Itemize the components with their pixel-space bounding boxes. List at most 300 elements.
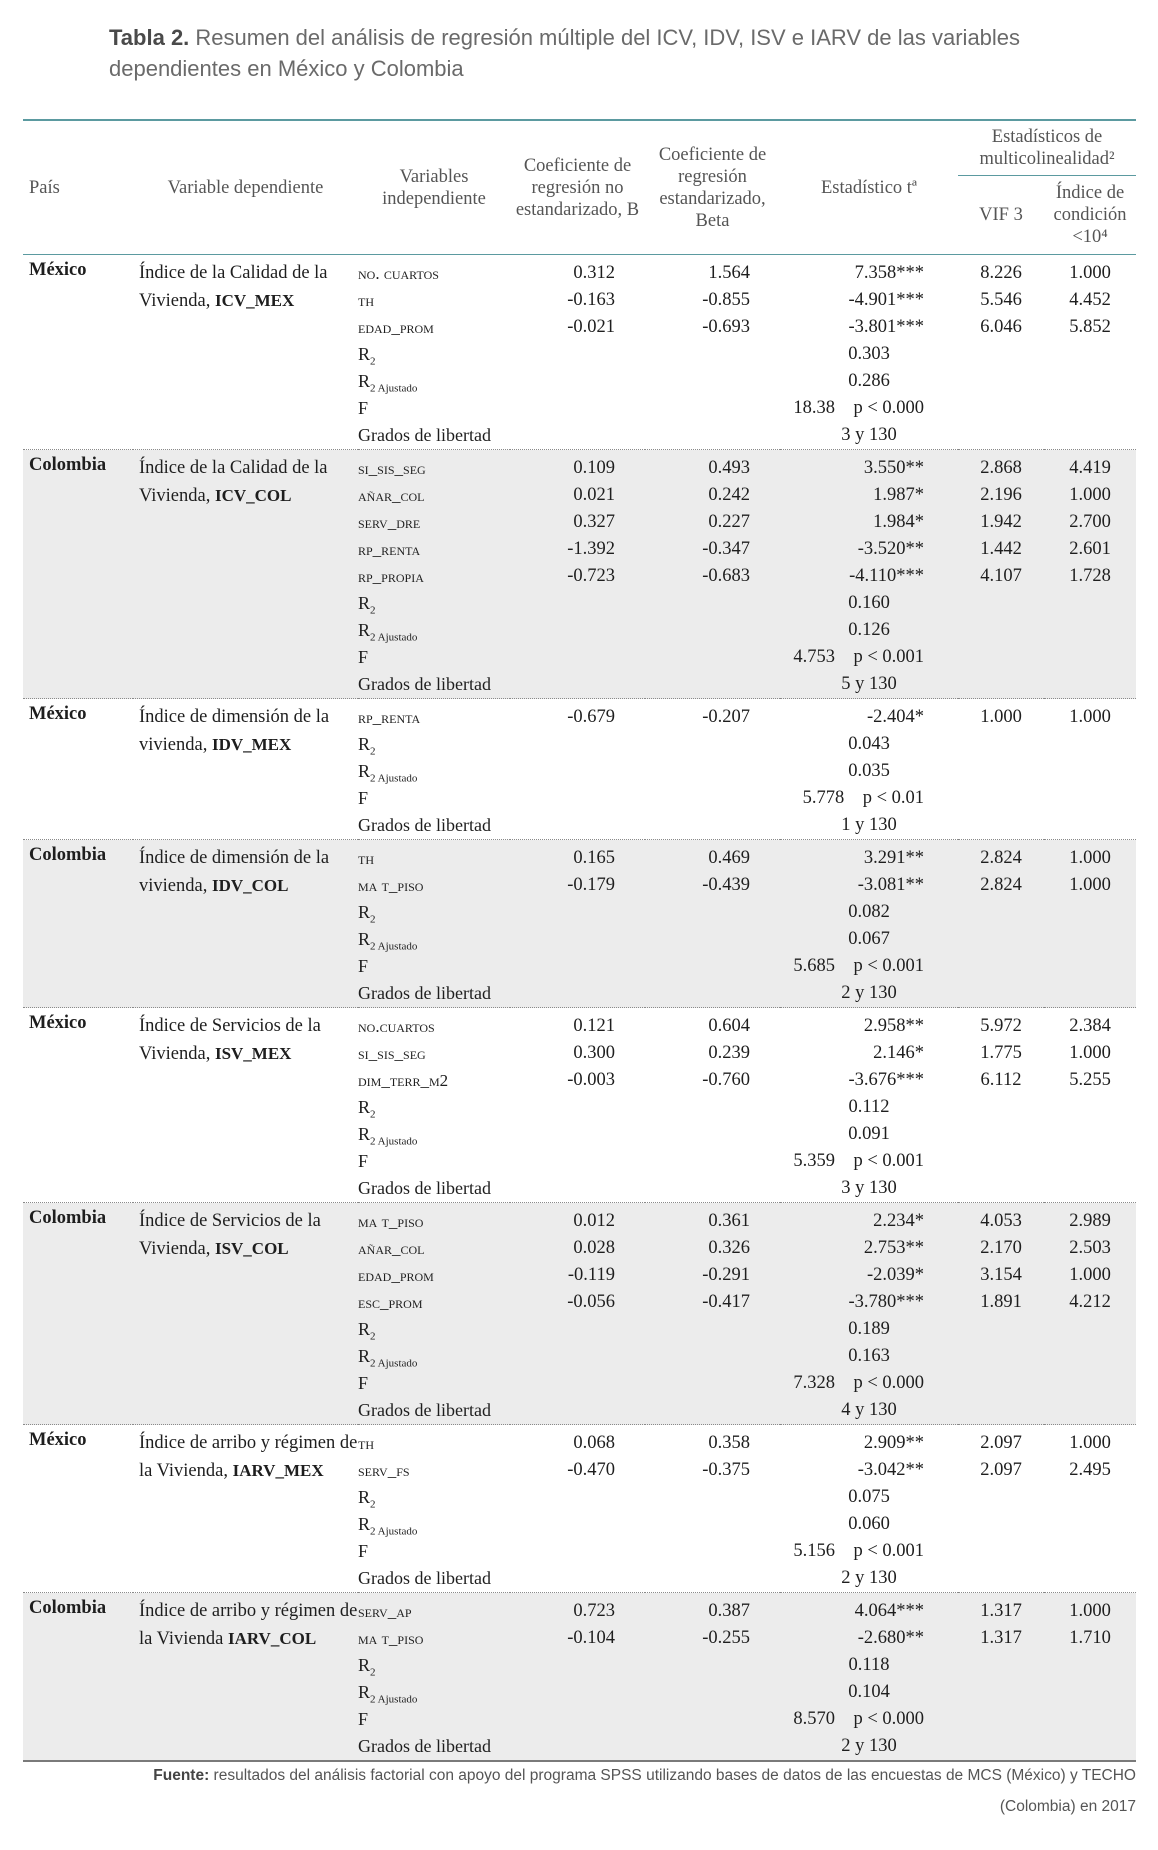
coef-beta-cell	[645, 255, 780, 450]
coef-beta-value: -0.347	[702, 539, 750, 559]
f-label: F	[358, 956, 369, 976]
r2-adjusted-subscript: 2 Ajustado	[370, 1357, 418, 1370]
independent-variable-code: si_sis_seg	[358, 459, 426, 478]
coef-b-value: 0.723	[573, 1601, 615, 1621]
coef-b-value: 0.327	[573, 512, 615, 532]
r2-adjusted-subscript: 2 Ajustado	[370, 382, 418, 395]
statistic-cell	[780, 1425, 958, 1593]
vif-value: 5.546	[980, 290, 1022, 310]
dependent-variable-cell	[133, 1008, 358, 1203]
coef-beta-value: 0.493	[708, 458, 750, 478]
coef-b-value: 0.028	[573, 1238, 615, 1258]
independent-variable	[358, 1457, 510, 1484]
r2-adjusted-label	[358, 1343, 510, 1370]
r2-adjusted-symbol: R	[358, 620, 371, 640]
statistic-value: -3.780***	[848, 1292, 924, 1312]
coef-beta-value: -0.291	[702, 1265, 750, 1285]
condition-index-cell	[1044, 1593, 1136, 1762]
r2-subscript: 2	[370, 745, 376, 758]
table-row	[23, 699, 1136, 840]
table-header	[23, 120, 1136, 255]
condition-index-value: 4.419	[1069, 458, 1111, 478]
vif-value: 6.046	[980, 317, 1022, 337]
f-value: 5.359 p < 0.001	[793, 1151, 924, 1171]
vif-value: 2.097	[980, 1433, 1022, 1453]
f-label: F	[358, 1709, 369, 1729]
coef-beta-value: -0.439	[702, 875, 750, 895]
statistic-value: -2.039*	[866, 1265, 924, 1285]
dependent-variable-code: ISV_COL	[214, 1239, 289, 1258]
condition-index-value: 2.384	[1069, 1016, 1111, 1036]
statistic-value: 2.909**	[863, 1433, 924, 1453]
r2-label	[358, 1316, 510, 1343]
dependent-variable-code: ICV_MEX	[214, 291, 295, 310]
dependent-variable-name: Índice de arribo y régimen de la Vivienda	[139, 1601, 358, 1649]
r2-label	[358, 1652, 510, 1679]
r2-adjusted-value: 0.067	[848, 929, 890, 949]
independent-variable-code: th	[358, 1434, 374, 1453]
condition-index-value: 2.601	[1069, 539, 1111, 559]
independent-variable-code: no.cuartos	[358, 1017, 435, 1036]
independent-variable-code: ma t_piso	[358, 1629, 424, 1648]
dependent-variable-name: Índice de Servicios de la Vivienda,	[139, 1211, 321, 1259]
table-row	[23, 1593, 1136, 1762]
r2-value: 0.160	[848, 593, 890, 613]
r2-adjusted-label	[358, 1121, 510, 1148]
independent-variables-cell	[358, 1008, 510, 1203]
independent-variable	[358, 1067, 510, 1094]
condition-index-value: 2.495	[1069, 1460, 1111, 1480]
header-variable-dependiente: Variable dependiente	[133, 120, 358, 255]
independent-variable	[358, 536, 510, 563]
statistic-cell	[780, 1008, 958, 1203]
r2-adjusted-symbol: R	[358, 1346, 371, 1366]
independent-variable-code: añar_col	[358, 1239, 425, 1258]
independent-variable-code: rp_renta	[358, 708, 421, 727]
degrees-of-freedom-value: 4 y 130	[841, 1400, 897, 1420]
country-cell: Colombia	[23, 1593, 133, 1762]
statistic-value: -3.042**	[857, 1460, 924, 1480]
f-label: F	[358, 647, 369, 667]
table-row	[23, 255, 1136, 450]
coef-b-cell	[510, 1425, 645, 1593]
r2-adjusted-subscript: 2 Ajustado	[370, 1525, 418, 1538]
coef-b-cell	[510, 255, 645, 450]
dependent-variable-cell	[133, 699, 358, 840]
f-label: F	[358, 1373, 369, 1393]
independent-variable-code: rp_propia	[358, 567, 424, 586]
degrees-of-freedom-label: Grados de libertad	[358, 1178, 491, 1198]
coef-beta-value: 0.227	[708, 512, 750, 532]
table-row	[23, 1008, 1136, 1203]
condition-index-cell	[1044, 255, 1136, 450]
f-label: F	[358, 398, 369, 418]
coef-beta-value: 0.239	[708, 1043, 750, 1063]
coef-beta-value: 0.361	[708, 1211, 750, 1231]
statistic-cell	[780, 1593, 958, 1762]
coef-b-value: 0.109	[573, 458, 615, 478]
dependent-variable-name: Índice de la Calidad de la Vivienda,	[139, 263, 328, 311]
r2-label	[358, 1094, 510, 1121]
condition-index-value: 1.000	[1069, 875, 1111, 895]
vif-cell	[958, 699, 1044, 840]
statistic-value: 7.358***	[854, 263, 924, 283]
vif-value: 1.775	[980, 1043, 1022, 1063]
coef-beta-value: 0.469	[708, 848, 750, 868]
degrees-of-freedom-label: Grados de libertad	[358, 983, 491, 1003]
table-row	[23, 450, 1136, 699]
dependent-variable-cell	[133, 1203, 358, 1425]
degrees-of-freedom-label: Grados de libertad	[358, 425, 491, 445]
independent-variable-code: edad_prom	[358, 318, 434, 337]
regression-group	[23, 450, 1136, 699]
coef-b-cell	[510, 1593, 645, 1762]
dependent-variable-cell	[133, 840, 358, 1008]
table-row	[23, 1203, 1136, 1425]
r2-adjusted-value: 0.104	[848, 1682, 890, 1702]
dependent-variable-cell	[133, 1425, 358, 1593]
independent-variable	[358, 509, 510, 536]
r2-adjusted-label	[358, 368, 510, 395]
regression-group	[23, 255, 1136, 450]
condition-index-value: 1.000	[1069, 707, 1111, 727]
statistic-cell	[780, 1203, 958, 1425]
vif-value: 1.442	[980, 539, 1022, 559]
dependent-variable-name: Índice de la Calidad de la Vivienda,	[139, 458, 328, 506]
r2-subscript: 2	[370, 355, 376, 368]
vif-cell	[958, 840, 1044, 1008]
r2-label	[358, 341, 510, 368]
degrees-of-freedom-label: Grados de libertad	[358, 674, 491, 694]
vif-value: 1.000	[980, 707, 1022, 727]
f-value: 5.685 p < 0.001	[793, 956, 924, 976]
vif-value: 1.942	[980, 512, 1022, 532]
condition-index-value: 4.212	[1069, 1292, 1111, 1312]
r2-subscript: 2	[370, 1498, 376, 1511]
r2-adjusted-value: 0.091	[848, 1124, 890, 1144]
condition-index-value: 2.989	[1069, 1211, 1111, 1231]
vif-value: 1.891	[980, 1292, 1022, 1312]
r2-value: 0.303	[848, 344, 890, 364]
degrees-of-freedom-label: Grados de libertad	[358, 1568, 491, 1588]
degrees-of-freedom-value: 3 y 130	[841, 425, 897, 445]
regression-group	[23, 699, 1136, 840]
vif-cell	[958, 450, 1044, 699]
country-cell: México	[29, 704, 87, 724]
independent-variable	[358, 314, 510, 341]
r2-adjusted-value: 0.035	[848, 761, 890, 781]
r2-symbol: R	[358, 344, 371, 364]
r2-adjusted-value: 0.126	[848, 620, 890, 640]
dependent-variable-cell	[133, 450, 358, 699]
r2-value: 0.118	[848, 1655, 890, 1675]
independent-variables-cell	[358, 255, 510, 450]
statistic-value: -4.110***	[849, 566, 924, 586]
dependent-variable-code: IDV_MEX	[211, 735, 292, 754]
statistic-cell	[780, 699, 958, 840]
independent-variable	[358, 845, 510, 872]
coef-beta-cell	[645, 450, 780, 699]
statistic-value: 2.958**	[863, 1016, 924, 1036]
r2-adjusted-symbol: R	[358, 1682, 371, 1702]
header-variables-independiente: Variables independiente	[358, 120, 510, 255]
coef-beta-value: 0.358	[708, 1433, 750, 1453]
vif-value: 1.317	[980, 1628, 1022, 1648]
coef-beta-value: -0.760	[702, 1070, 750, 1090]
statistic-value: 1.987*	[873, 485, 924, 505]
statistic-cell	[780, 255, 958, 450]
independent-variables-cell	[358, 699, 510, 840]
coef-beta-value: -0.375	[702, 1460, 750, 1480]
r2-adjusted-subscript: 2 Ajustado	[370, 631, 418, 644]
r2-subscript: 2	[370, 1108, 376, 1121]
coef-beta-value: 0.326	[708, 1238, 750, 1258]
r2-adjusted-subscript: 2 Ajustado	[370, 772, 418, 785]
header-indice-condicion: Índice de condición <10⁴	[1053, 183, 1127, 247]
regression-group	[23, 1425, 1136, 1593]
r2-adjusted-value: 0.163	[848, 1346, 890, 1366]
vif-value: 4.053	[980, 1211, 1022, 1231]
country-cell: México	[29, 1430, 87, 1450]
r2-adjusted-symbol: R	[358, 371, 371, 391]
r2-value: 0.082	[848, 902, 890, 922]
dependent-variable-name: Índice de Servicios de la Vivienda,	[139, 1016, 321, 1064]
statistic-value: 1.984*	[873, 512, 924, 532]
regression-table	[23, 119, 1136, 1762]
independent-variable	[358, 260, 510, 287]
r2-symbol: R	[358, 1097, 371, 1117]
independent-variable	[358, 287, 510, 314]
country-cell: México	[29, 260, 87, 280]
vif-value: 2.196	[980, 485, 1022, 505]
statistic-value: 3.550**	[863, 458, 924, 478]
coef-beta-value: -0.683	[702, 566, 750, 586]
vif-value: 2.868	[980, 458, 1022, 478]
degrees-of-freedom-label: Grados de libertad	[358, 1736, 491, 1756]
r2-subscript: 2	[370, 913, 376, 926]
coef-b-value: 0.012	[573, 1211, 615, 1231]
independent-variable	[358, 482, 510, 509]
degrees-of-freedom-value: 2 y 130	[841, 1736, 897, 1756]
dependent-variable-code: IDV_COL	[211, 876, 289, 895]
independent-variable	[358, 1289, 510, 1316]
r2-subscript: 2	[370, 1330, 376, 1343]
header-coef-beta: Coeficiente de regresión estandarizado, Beta	[645, 120, 780, 255]
condition-index-value: 1.000	[1069, 1433, 1111, 1453]
regression-group	[23, 1203, 1136, 1425]
condition-index-cell	[1044, 1425, 1136, 1593]
dependent-variable-code: ISV_MEX	[214, 1044, 292, 1063]
header-estadistico-t: Estadístico tª	[780, 120, 958, 255]
condition-index-cell	[1044, 1203, 1136, 1425]
dependent-variable-cell	[133, 1593, 358, 1762]
statistic-value: -2.680**	[857, 1628, 924, 1648]
condition-index-cell	[1044, 1008, 1136, 1203]
condition-index-value: 2.503	[1069, 1238, 1111, 1258]
independent-variable	[358, 1013, 510, 1040]
independent-variable-code: ma t_piso	[358, 876, 424, 895]
statistic-value: -3.801***	[848, 317, 924, 337]
coef-b-value: -0.021	[567, 317, 615, 337]
coef-b-value: -0.119	[567, 1265, 615, 1285]
r2-adjusted-label	[358, 926, 510, 953]
r2-adjusted-symbol: R	[358, 1514, 371, 1534]
country-cell: Colombia	[23, 1203, 133, 1425]
condition-index-value: 1.000	[1069, 1601, 1111, 1621]
vif-value: 3.154	[980, 1265, 1022, 1285]
independent-variables-cell	[358, 1203, 510, 1425]
coef-b-value: 0.312	[573, 263, 615, 283]
regression-group	[23, 840, 1136, 1008]
coef-b-value: -0.470	[567, 1460, 615, 1480]
r2-value: 0.075	[848, 1487, 890, 1507]
degrees-of-freedom-value: 2 y 130	[841, 1568, 897, 1588]
coef-beta-value: 0.242	[708, 485, 750, 505]
independent-variable-code: th	[358, 291, 374, 310]
vif-cell	[958, 1593, 1044, 1762]
r2-adjusted-symbol: R	[358, 929, 371, 949]
coef-b-value: 0.121	[573, 1016, 615, 1036]
condition-index-value: 2.700	[1069, 512, 1111, 532]
vif-cell	[958, 1425, 1044, 1593]
r2-adjusted-label	[358, 617, 510, 644]
coef-beta-cell	[645, 1425, 780, 1593]
dependent-variable-code: IARV_MEX	[232, 1461, 324, 1480]
statistic-value: -2.404*	[866, 707, 924, 727]
condition-index-cell	[1044, 699, 1136, 840]
r2-symbol: R	[358, 593, 371, 613]
table-source-note	[96, 1760, 1136, 1822]
f-value: 5.156 p < 0.001	[793, 1541, 924, 1561]
coef-b-value: 0.021	[573, 485, 615, 505]
dependent-variable-cell	[133, 255, 358, 450]
independent-variable-code: th	[358, 849, 374, 868]
independent-variable-code: no. cuartos	[358, 264, 439, 283]
coef-b-value: -0.003	[567, 1070, 615, 1090]
vif-cell	[958, 255, 1044, 450]
vif-value: 2.824	[980, 875, 1022, 895]
r2-adjusted-symbol: R	[358, 761, 371, 781]
independent-variable	[358, 872, 510, 899]
statistic-value: 2.753**	[863, 1238, 924, 1258]
coef-beta-value: -0.417	[702, 1292, 750, 1312]
independent-variable-code: rp_renta	[358, 540, 421, 559]
r2-adjusted-value: 0.060	[848, 1514, 890, 1534]
coef-b-cell	[510, 1203, 645, 1425]
coef-beta-value: 0.387	[708, 1601, 750, 1621]
dependent-variable-code: IARV_COL	[227, 1629, 317, 1648]
independent-variable-code: dim_terr_m2	[358, 1071, 449, 1090]
dependent-variable-name: Índice de dimensión de la vivienda,	[139, 848, 330, 896]
coef-beta-value: 0.604	[708, 1016, 750, 1036]
vif-value: 2.824	[980, 848, 1022, 868]
statistic-value: 2.146*	[873, 1043, 924, 1063]
degrees-of-freedom-label: Grados de libertad	[358, 815, 491, 835]
r2-symbol: R	[358, 734, 371, 754]
independent-variable	[358, 1598, 510, 1625]
table-row	[23, 840, 1136, 1008]
condition-index-value: 1.728	[1069, 566, 1111, 586]
independent-variable-code: serv_ap	[358, 1602, 412, 1621]
vif-value: 2.097	[980, 1460, 1022, 1480]
statistic-value: -3.676***	[848, 1070, 924, 1090]
statistic-value: -4.901***	[848, 290, 924, 310]
dependent-variable-name: Índice de dimensión de la vivienda,	[139, 707, 330, 755]
coef-b-cell	[510, 1008, 645, 1203]
r2-adjusted-subscript: 2 Ajustado	[370, 1135, 418, 1148]
coef-b-value: -0.679	[567, 707, 615, 727]
coef-beta-value: -0.207	[702, 707, 750, 727]
coef-beta-value: 1.564	[708, 263, 750, 283]
independent-variable-code: edad_prom	[358, 1266, 434, 1285]
r2-adjusted-symbol: R	[358, 1124, 371, 1144]
f-value: 5.778 p < 0.01	[802, 788, 924, 808]
r2-value: 0.043	[848, 734, 890, 754]
r2-symbol: R	[358, 1319, 371, 1339]
r2-subscript: 2	[370, 604, 376, 617]
coef-beta-cell	[645, 1008, 780, 1203]
vif-value: 8.226	[980, 263, 1022, 283]
caption-label: Tabla 2.	[109, 25, 190, 50]
regression-group	[23, 1593, 1136, 1762]
independent-variables-cell	[358, 1425, 510, 1593]
statistic-value: -3.520**	[857, 539, 924, 559]
coef-beta-value: -0.693	[702, 317, 750, 337]
r2-symbol: R	[358, 1487, 371, 1507]
r2-symbol: R	[358, 1655, 371, 1675]
f-label: F	[358, 1541, 369, 1561]
caption-text: Resumen del análisis de regresión múltiple del ICV, IDV, ISV e IARV de las variables dependientes en México y Colombia	[109, 25, 1021, 81]
vif-value: 1.317	[980, 1601, 1022, 1621]
r2-adjusted-value: 0.286	[848, 371, 890, 391]
r2-label	[358, 731, 510, 758]
independent-variable	[358, 1262, 510, 1289]
regression-table-wrapper	[23, 119, 1136, 1762]
f-value: 18.38 p < 0.000	[793, 398, 924, 418]
coef-beta-value: -0.255	[702, 1628, 750, 1648]
condition-index-value: 1.000	[1069, 485, 1111, 505]
degrees-of-freedom-label: Grados de libertad	[358, 1400, 491, 1420]
r2-adjusted-label	[358, 758, 510, 785]
r2-label	[358, 1484, 510, 1511]
header-pais: País	[23, 120, 133, 255]
r2-adjusted-label	[358, 1511, 510, 1538]
coef-b-value: -0.104	[567, 1628, 615, 1648]
independent-variable-code: ma t_piso	[358, 1212, 424, 1231]
statistic-value: -3.081**	[857, 875, 924, 895]
header-vif: VIF 3	[979, 205, 1023, 225]
coef-b-value: -0.723	[567, 566, 615, 586]
statistic-cell	[780, 450, 958, 699]
independent-variable	[358, 455, 510, 482]
coef-b-value: 0.165	[573, 848, 615, 868]
country-cell: Colombia	[23, 450, 133, 699]
condition-index-value: 5.852	[1069, 317, 1111, 337]
r2-label	[358, 899, 510, 926]
coef-b-value: 0.300	[573, 1043, 615, 1063]
r2-label	[358, 590, 510, 617]
f-value: 7.328 p < 0.000	[793, 1373, 924, 1393]
independent-variables-cell	[358, 450, 510, 699]
coef-b-value: -1.392	[567, 539, 615, 559]
condition-index-value: 1.710	[1069, 1628, 1111, 1648]
dependent-variable-name: Índice de arribo y régimen de la Vivienda,	[139, 1433, 358, 1481]
independent-variable-code: esc_prom	[358, 1293, 423, 1312]
independent-variable-code: serv_fs	[358, 1461, 410, 1480]
independent-variables-cell	[358, 840, 510, 1008]
independent-variable	[358, 1208, 510, 1235]
r2-subscript: 2	[370, 1666, 376, 1679]
